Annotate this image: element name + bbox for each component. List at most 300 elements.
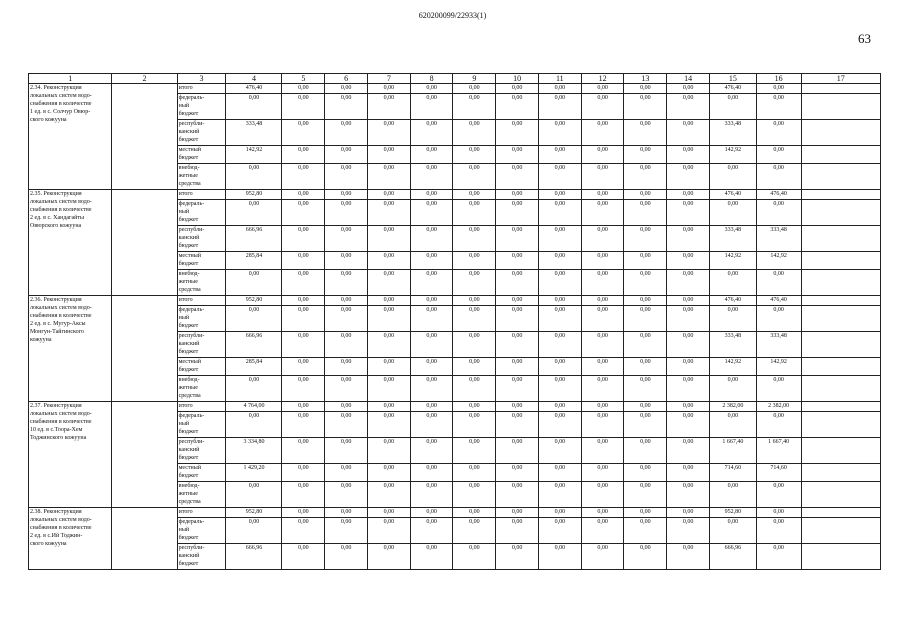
- value-cell: 0,00: [581, 402, 624, 412]
- value-cell: 333,48: [756, 332, 801, 358]
- funding-source: республи- канский бюджет: [177, 226, 226, 252]
- value-cell: 0,00: [410, 438, 453, 464]
- value-cell: 0,00: [453, 94, 496, 120]
- value-cell: 0,00: [453, 544, 496, 570]
- empty-cell: [801, 438, 880, 464]
- value-cell: 0,00: [496, 146, 539, 164]
- value-cell: 0,00: [282, 200, 325, 226]
- value-cell: 142,92: [226, 146, 282, 164]
- value-cell: 0,00: [667, 296, 710, 306]
- value-cell: 0,00: [325, 482, 368, 508]
- value-cell: 0,00: [624, 358, 667, 376]
- value-cell: 142,92: [756, 252, 801, 270]
- column-header: 3: [177, 74, 226, 84]
- value-cell: 0,00: [538, 84, 581, 94]
- value-cell: 476,40: [226, 84, 282, 94]
- empty-cell: [801, 146, 880, 164]
- value-cell: 0,00: [282, 226, 325, 252]
- value-cell: 714,60: [756, 464, 801, 482]
- value-cell: 0,00: [624, 544, 667, 570]
- value-cell: 0,00: [624, 464, 667, 482]
- value-cell: 0,00: [453, 438, 496, 464]
- document-id: 620200099/22933(1): [418, 11, 487, 20]
- value-cell: 0,00: [325, 358, 368, 376]
- value-cell: 0,00: [410, 332, 453, 358]
- value-cell: 0,00: [496, 94, 539, 120]
- value-cell: 0,00: [496, 296, 539, 306]
- value-cell: 0,00: [282, 94, 325, 120]
- value-cell: 0,00: [367, 482, 410, 508]
- value-cell: 0,00: [410, 190, 453, 200]
- value-cell: 0,00: [496, 518, 539, 544]
- value-cell: 0,00: [410, 508, 453, 518]
- value-cell: 0,00: [581, 252, 624, 270]
- value-cell: 0,00: [667, 358, 710, 376]
- value-cell: 0,00: [325, 464, 368, 482]
- value-cell: 0,00: [756, 518, 801, 544]
- funding-source: местный бюджет: [177, 146, 226, 164]
- value-cell: 0,00: [581, 412, 624, 438]
- value-cell: 0,00: [581, 84, 624, 94]
- value-cell: 0,00: [667, 482, 710, 508]
- value-cell: 0,00: [282, 296, 325, 306]
- value-cell: 0,00: [624, 402, 667, 412]
- value-cell: 0,00: [756, 146, 801, 164]
- value-cell: 0,00: [538, 508, 581, 518]
- value-cell: 0,00: [624, 146, 667, 164]
- value-cell: 0,00: [581, 544, 624, 570]
- column-header: 6: [325, 74, 368, 84]
- value-cell: 0,00: [367, 252, 410, 270]
- value-cell: 0,00: [325, 146, 368, 164]
- value-cell: 0,00: [581, 306, 624, 332]
- value-cell: 0,00: [667, 464, 710, 482]
- value-cell: 0,00: [624, 190, 667, 200]
- value-cell: 0,00: [624, 226, 667, 252]
- value-cell: 0,00: [581, 332, 624, 358]
- value-cell: 0,00: [709, 482, 756, 508]
- value-cell: 0,00: [325, 120, 368, 146]
- value-cell: 0,00: [453, 518, 496, 544]
- value-cell: 0,00: [282, 146, 325, 164]
- value-cell: 0,00: [410, 252, 453, 270]
- value-cell: 0,00: [538, 464, 581, 482]
- empty-cell: [801, 306, 880, 332]
- value-cell: 2 382,00: [709, 402, 756, 412]
- value-cell: 0,00: [282, 464, 325, 482]
- value-cell: 285,84: [226, 252, 282, 270]
- value-cell: 0,00: [624, 412, 667, 438]
- value-cell: 0,00: [410, 146, 453, 164]
- value-cell: 0,00: [709, 518, 756, 544]
- value-cell: 4 764,00: [226, 402, 282, 412]
- value-cell: 0,00: [538, 544, 581, 570]
- value-cell: 0,00: [581, 482, 624, 508]
- value-cell: 0,00: [453, 270, 496, 296]
- column-header: 9: [453, 74, 496, 84]
- value-cell: 0,00: [226, 412, 282, 438]
- value-cell: 0,00: [667, 544, 710, 570]
- value-cell: 0,00: [581, 190, 624, 200]
- empty-cell: [801, 376, 880, 402]
- empty-cell: [801, 412, 880, 438]
- empty-cell: [112, 402, 177, 508]
- value-cell: 0,00: [624, 200, 667, 226]
- empty-cell: [801, 120, 880, 146]
- value-cell: 0,00: [624, 332, 667, 358]
- column-header: 7: [367, 74, 410, 84]
- table-row: [29, 190, 881, 200]
- value-cell: 0,00: [367, 508, 410, 518]
- empty-cell: [112, 296, 177, 402]
- value-cell: 0,00: [756, 412, 801, 438]
- value-cell: 333,48: [709, 120, 756, 146]
- funding-source: внебюд- жетные средства: [177, 482, 226, 508]
- value-cell: 0,00: [325, 296, 368, 306]
- value-cell: 0,00: [667, 226, 710, 252]
- value-cell: 0,00: [325, 402, 368, 412]
- value-cell: 0,00: [325, 376, 368, 402]
- value-cell: 333,48: [226, 120, 282, 146]
- value-cell: 0,00: [581, 164, 624, 190]
- value-cell: 0,00: [581, 518, 624, 544]
- value-cell: 0,00: [581, 200, 624, 226]
- value-cell: 0,00: [538, 376, 581, 402]
- funding-source: внебюд- жетные средства: [177, 270, 226, 296]
- value-cell: 0,00: [709, 270, 756, 296]
- value-cell: 0,00: [410, 84, 453, 94]
- value-cell: 0,00: [756, 94, 801, 120]
- empty-cell: [801, 164, 880, 190]
- value-cell: 476,40: [709, 84, 756, 94]
- value-cell: 0,00: [667, 306, 710, 332]
- value-cell: 0,00: [667, 146, 710, 164]
- value-cell: 0,00: [624, 94, 667, 120]
- value-cell: 0,00: [282, 544, 325, 570]
- value-cell: 0,00: [410, 482, 453, 508]
- value-cell: 0,00: [367, 190, 410, 200]
- value-cell: 0,00: [667, 164, 710, 190]
- value-cell: 0,00: [453, 296, 496, 306]
- value-cell: 0,00: [538, 358, 581, 376]
- budget-table: [28, 73, 881, 570]
- empty-cell: [801, 296, 880, 306]
- value-cell: 0,00: [282, 508, 325, 518]
- table-row: [29, 402, 881, 412]
- empty-cell: [801, 544, 880, 570]
- empty-cell: [801, 402, 880, 412]
- value-cell: 0,00: [410, 376, 453, 402]
- table-row: [29, 508, 881, 518]
- value-cell: 0,00: [538, 296, 581, 306]
- value-cell: 0,00: [282, 84, 325, 94]
- value-cell: 0,00: [282, 518, 325, 544]
- value-cell: 0,00: [581, 146, 624, 164]
- event-description: 2.36. Реконструкция локальных систем водо- снабжения в количестве 2 ед. в с. Мугур-Аксы Монгун-Тайгинского кожууна: [29, 296, 112, 402]
- funding-source: итого: [177, 402, 226, 412]
- event-description: 2.35. Реконструкция локальных систем водо- снабжения в количестве 2 ед. в с. Хандагайты Овюрского кожууна: [29, 190, 112, 296]
- value-cell: 0,00: [367, 412, 410, 438]
- value-cell: 0,00: [624, 482, 667, 508]
- value-cell: 0,00: [496, 120, 539, 146]
- value-cell: 0,00: [667, 438, 710, 464]
- funding-source: местный бюджет: [177, 252, 226, 270]
- value-cell: 0,00: [667, 376, 710, 402]
- value-cell: 0,00: [667, 190, 710, 200]
- value-cell: 0,00: [538, 94, 581, 120]
- value-cell: 0,00: [367, 94, 410, 120]
- value-cell: 0,00: [756, 120, 801, 146]
- value-cell: 0,00: [325, 164, 368, 190]
- value-cell: 0,00: [282, 270, 325, 296]
- value-cell: 0,00: [453, 84, 496, 94]
- value-cell: 0,00: [581, 358, 624, 376]
- value-cell: 333,48: [709, 332, 756, 358]
- value-cell: 666,96: [226, 226, 282, 252]
- value-cell: 0,00: [667, 402, 710, 412]
- value-cell: 0,00: [624, 270, 667, 296]
- funding-source: внебюд- жетные средства: [177, 164, 226, 190]
- value-cell: 0,00: [226, 376, 282, 402]
- value-cell: 0,00: [667, 94, 710, 120]
- value-cell: 0,00: [538, 412, 581, 438]
- value-cell: 0,00: [756, 270, 801, 296]
- value-cell: 0,00: [325, 412, 368, 438]
- empty-cell: [801, 94, 880, 120]
- value-cell: 0,00: [453, 120, 496, 146]
- value-cell: 2 382,00: [756, 402, 801, 412]
- value-cell: 142,92: [709, 252, 756, 270]
- empty-cell: [801, 508, 880, 518]
- value-cell: 0,00: [325, 94, 368, 120]
- value-cell: 0,00: [581, 270, 624, 296]
- value-cell: 0,00: [453, 376, 496, 402]
- value-cell: 0,00: [367, 226, 410, 252]
- value-cell: 0,00: [667, 518, 710, 544]
- value-cell: 333,48: [709, 226, 756, 252]
- value-cell: 0,00: [325, 518, 368, 544]
- value-cell: 0,00: [367, 164, 410, 190]
- value-cell: 952,80: [226, 508, 282, 518]
- value-cell: 0,00: [496, 482, 539, 508]
- value-cell: 0,00: [709, 94, 756, 120]
- value-cell: 1 667,40: [756, 438, 801, 464]
- value-cell: 0,00: [496, 376, 539, 402]
- value-cell: 0,00: [624, 518, 667, 544]
- value-cell: 0,00: [325, 508, 368, 518]
- value-cell: 0,00: [453, 482, 496, 508]
- value-cell: 0,00: [538, 164, 581, 190]
- empty-cell: [801, 464, 880, 482]
- value-cell: 0,00: [453, 200, 496, 226]
- column-header: 5: [282, 74, 325, 84]
- value-cell: 0,00: [709, 412, 756, 438]
- funding-source: федераль- ный бюджет: [177, 306, 226, 332]
- value-cell: 0,00: [667, 84, 710, 94]
- value-cell: 0,00: [453, 508, 496, 518]
- value-cell: 0,00: [325, 306, 368, 332]
- column-header: 2: [112, 74, 177, 84]
- value-cell: 0,00: [367, 270, 410, 296]
- value-cell: 0,00: [226, 200, 282, 226]
- column-header: 11: [538, 74, 581, 84]
- value-cell: 0,00: [496, 164, 539, 190]
- value-cell: 0,00: [538, 146, 581, 164]
- value-cell: 0,00: [367, 146, 410, 164]
- column-header: 16: [756, 74, 801, 84]
- value-cell: 0,00: [453, 402, 496, 412]
- table-row: [29, 84, 881, 94]
- value-cell: 0,00: [410, 200, 453, 226]
- value-cell: 0,00: [496, 544, 539, 570]
- value-cell: 0,00: [282, 306, 325, 332]
- empty-cell: [801, 518, 880, 544]
- value-cell: 0,00: [410, 412, 453, 438]
- value-cell: 0,00: [453, 306, 496, 332]
- value-cell: 0,00: [496, 332, 539, 358]
- column-header: 13: [624, 74, 667, 84]
- column-header: 15: [709, 74, 756, 84]
- event-description: 2.34. Реконструкция локальных систем водо- снабжения в количестве 1 ед. в с. Солчур Овюр- ского кожууна: [29, 84, 112, 190]
- value-cell: 952,80: [226, 296, 282, 306]
- value-cell: 0,00: [624, 508, 667, 518]
- value-cell: 0,00: [496, 84, 539, 94]
- funding-source: федераль- ный бюджет: [177, 412, 226, 438]
- value-cell: 0,00: [325, 190, 368, 200]
- value-cell: 0,00: [667, 508, 710, 518]
- value-cell: 0,00: [367, 518, 410, 544]
- value-cell: 0,00: [325, 270, 368, 296]
- funding-source: федераль- ный бюджет: [177, 518, 226, 544]
- value-cell: 0,00: [282, 164, 325, 190]
- funding-source: итого: [177, 296, 226, 306]
- value-cell: 0,00: [624, 120, 667, 146]
- value-cell: 0,00: [282, 190, 325, 200]
- empty-cell: [112, 84, 177, 190]
- value-cell: 0,00: [226, 270, 282, 296]
- empty-cell: [801, 332, 880, 358]
- funding-source: местный бюджет: [177, 464, 226, 482]
- funding-source: внебюд- жетные средства: [177, 376, 226, 402]
- table-header-row: [29, 74, 881, 84]
- page-number: 63: [858, 31, 871, 46]
- value-cell: 0,00: [756, 544, 801, 570]
- value-cell: 0,00: [453, 332, 496, 358]
- value-cell: 0,00: [367, 376, 410, 402]
- value-cell: 0,00: [667, 412, 710, 438]
- value-cell: 0,00: [496, 508, 539, 518]
- value-cell: 0,00: [538, 226, 581, 252]
- value-cell: 0,00: [756, 508, 801, 518]
- value-cell: 0,00: [226, 482, 282, 508]
- value-cell: 0,00: [367, 438, 410, 464]
- column-header: 4: [226, 74, 282, 84]
- value-cell: 0,00: [453, 252, 496, 270]
- value-cell: 0,00: [538, 482, 581, 508]
- value-cell: 0,00: [624, 376, 667, 402]
- value-cell: 0,00: [496, 226, 539, 252]
- value-cell: 0,00: [538, 252, 581, 270]
- value-cell: 0,00: [496, 270, 539, 296]
- value-cell: 0,00: [367, 464, 410, 482]
- value-cell: 0,00: [410, 306, 453, 332]
- value-cell: 666,96: [709, 544, 756, 570]
- value-cell: 0,00: [581, 376, 624, 402]
- funding-source: итого: [177, 190, 226, 200]
- funding-source: федераль- ный бюджет: [177, 200, 226, 226]
- value-cell: 0,00: [624, 296, 667, 306]
- value-cell: 0,00: [410, 296, 453, 306]
- funding-source: республи- канский бюджет: [177, 332, 226, 358]
- value-cell: 0,00: [367, 402, 410, 412]
- value-cell: 666,96: [226, 544, 282, 570]
- value-cell: 0,00: [453, 190, 496, 200]
- value-cell: 0,00: [538, 120, 581, 146]
- value-cell: 0,00: [538, 518, 581, 544]
- value-cell: 0,00: [496, 252, 539, 270]
- empty-cell: [801, 84, 880, 94]
- funding-source: федераль- ный бюджет: [177, 94, 226, 120]
- value-cell: 0,00: [756, 164, 801, 190]
- value-cell: 0,00: [282, 120, 325, 146]
- value-cell: 0,00: [226, 94, 282, 120]
- value-cell: 0,00: [282, 376, 325, 402]
- column-header: 8: [410, 74, 453, 84]
- value-cell: 0,00: [581, 120, 624, 146]
- value-cell: 0,00: [581, 508, 624, 518]
- value-cell: 1 667,40: [709, 438, 756, 464]
- table-row: [29, 296, 881, 306]
- value-cell: 0,00: [538, 306, 581, 332]
- value-cell: 0,00: [453, 358, 496, 376]
- value-cell: 142,92: [709, 358, 756, 376]
- value-cell: 0,00: [709, 306, 756, 332]
- value-cell: 0,00: [282, 412, 325, 438]
- value-cell: 0,00: [496, 412, 539, 438]
- value-cell: 0,00: [709, 164, 756, 190]
- funding-source: республи- канский бюджет: [177, 544, 226, 570]
- value-cell: 0,00: [667, 120, 710, 146]
- value-cell: 0,00: [325, 544, 368, 570]
- value-cell: 0,00: [581, 296, 624, 306]
- value-cell: 142,92: [756, 358, 801, 376]
- event-description: 2.38. Реконструкция локальных систем водо- снабжения в количестве 2 ед. в с.Ий Тоджин- ского кожууна: [29, 508, 112, 570]
- value-cell: 0,00: [667, 200, 710, 226]
- value-cell: 0,00: [667, 332, 710, 358]
- value-cell: 0,00: [226, 518, 282, 544]
- value-cell: 0,00: [709, 200, 756, 226]
- value-cell: 0,00: [496, 358, 539, 376]
- value-cell: 0,00: [624, 438, 667, 464]
- value-cell: 0,00: [756, 376, 801, 402]
- empty-cell: [112, 508, 177, 570]
- value-cell: 476,40: [709, 190, 756, 200]
- value-cell: 476,40: [709, 296, 756, 306]
- value-cell: 0,00: [624, 252, 667, 270]
- funding-source: республи- канский бюджет: [177, 120, 226, 146]
- value-cell: 0,00: [453, 226, 496, 252]
- value-cell: 0,00: [367, 358, 410, 376]
- value-cell: 0,00: [538, 270, 581, 296]
- empty-cell: [112, 190, 177, 296]
- value-cell: 0,00: [538, 402, 581, 412]
- value-cell: 952,80: [709, 508, 756, 518]
- value-cell: 0,00: [282, 332, 325, 358]
- value-cell: 0,00: [410, 464, 453, 482]
- value-cell: 0,00: [282, 402, 325, 412]
- value-cell: 476,40: [756, 190, 801, 200]
- empty-cell: [801, 482, 880, 508]
